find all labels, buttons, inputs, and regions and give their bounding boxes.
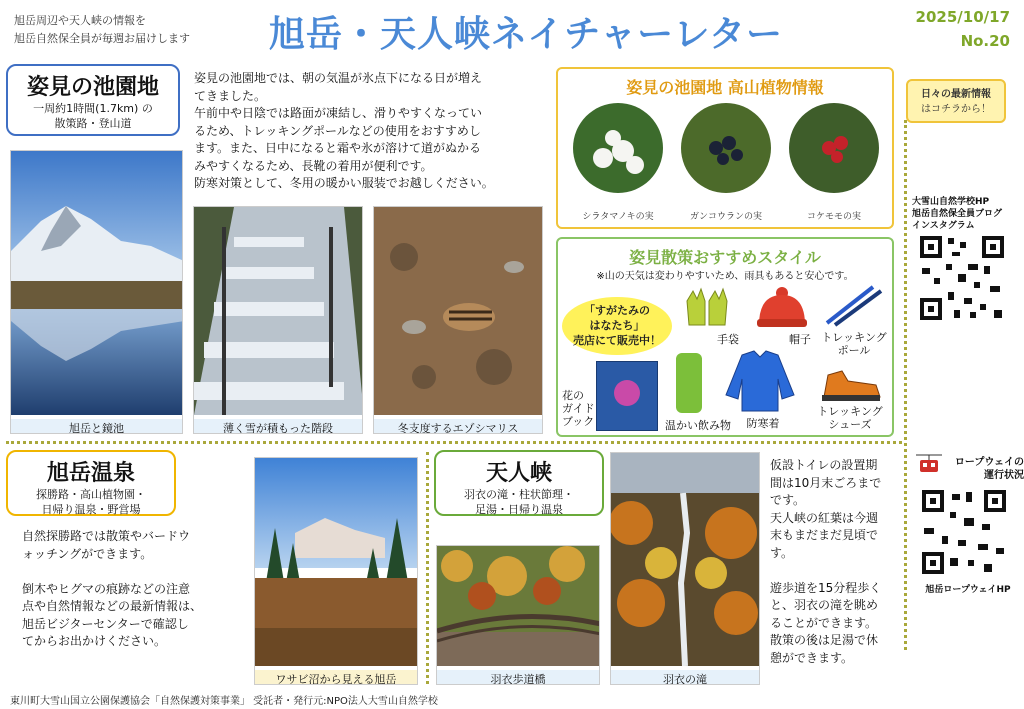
footer-credit: 東川町大雪山国立公園保護協会「自然保護対策事業」 受託者・発行元:NPO法人大雪山自然学校	[10, 696, 438, 707]
hagoromo-falls-image	[611, 453, 760, 666]
gloves-label: 手袋	[717, 333, 739, 346]
walk-style-panel	[556, 237, 894, 437]
shiratamanoki-berry-image	[573, 103, 663, 193]
issue-number: No.20	[960, 32, 1010, 50]
sugami-line: ます。また、日中になると霜や氷が溶けて道がぬかる	[194, 141, 482, 155]
trekking-shoes-label-line: シューズ	[828, 418, 872, 431]
trekking-shoes-label-line: トレッキング	[817, 405, 883, 418]
section-divider	[6, 441, 902, 444]
guide-line: ガイド	[562, 402, 595, 415]
guide-book-icon	[596, 361, 658, 431]
hagoromo-falls-photo	[610, 452, 760, 685]
chipmunk-photo	[373, 206, 543, 434]
jacket-label: 防寒着	[746, 417, 780, 430]
tenninkyo-sub1: 羽衣の滝・柱状節理・	[464, 488, 574, 501]
tenninkyo-line: です。	[770, 493, 806, 507]
plant-caption-kokemomo: コケモモの実	[806, 212, 861, 222]
asahidake-lake-image	[11, 151, 183, 415]
qr-code-ropeway[interactable]	[920, 488, 1008, 576]
ropeway-status-label	[944, 456, 1024, 482]
issue-date: 2025/10/17	[915, 8, 1010, 26]
onsen-sub2: 日帰り温泉・野営場	[41, 503, 141, 516]
alpine-plants-title: 姿見の池園地 高山植物情報	[626, 78, 824, 97]
tenninkyo-line: 間は10月末ごろまで	[770, 475, 882, 490]
tenninkyo-line: 散策の後は足湯で休	[770, 633, 879, 647]
sugami-sub1: 一周約1時間(1.7km) の	[33, 102, 153, 115]
tenninkyo-line: 遊歩道を15分程歩く	[770, 580, 882, 595]
jacket-icon	[724, 349, 796, 413]
latest-info-banner[interactable]	[906, 79, 1006, 123]
tenninkyo-line: と、羽衣の滝を眺め	[770, 598, 879, 612]
trekking-poles-label	[816, 331, 892, 357]
tenninkyo-line: す。	[770, 545, 794, 560]
header-subtitle-line2: 旭岳自然保全員が毎週お届けします	[14, 32, 190, 45]
qr-code-school[interactable]	[918, 234, 1006, 322]
tenninkyo-line: 仮設トイレの設置期	[770, 458, 878, 472]
onsen-line	[22, 563, 244, 581]
tenninkyo-line: 末もまだまだ見頃で	[770, 528, 879, 542]
header-subtitle-line1: 旭岳周辺や天人峡の情報を	[14, 14, 146, 27]
gankouran-berry-image	[681, 103, 771, 193]
onsen-line: 倒木やヒグマの痕跡などの注意	[22, 581, 191, 596]
alpine-plants-panel	[556, 67, 894, 229]
sidebar-links	[912, 196, 1022, 232]
ropeway-icon	[916, 452, 942, 474]
hagoromo-bridge-image	[437, 546, 600, 666]
tenninkyo-line: 憩ができます。	[770, 650, 854, 665]
shop-line: 売店にて販売中！	[573, 334, 661, 347]
page-title: 旭岳・天人峡ネイチャーレター	[268, 14, 784, 55]
snowy-stairs-image	[194, 207, 363, 415]
sugami-line: てきました。	[194, 88, 267, 103]
trekking-poles-label-line: ポール	[837, 344, 871, 357]
sugami-line: みやすくなるため、長靴の着用が便利です。	[194, 158, 433, 173]
caption-hagoromo-bridge: 羽衣歩道橋	[437, 670, 599, 685]
trekking-shoes-icon	[820, 367, 882, 403]
trekking-poles-label-line: トレッキング	[821, 331, 887, 344]
onsen-line: 点や自然情報などの最新情報は、	[22, 599, 203, 613]
latest-info-line2: はコチラから！	[921, 104, 991, 115]
tenninkyo-line: ることができます。	[770, 615, 878, 630]
latest-info-line1: 日々の最新情報	[921, 89, 991, 100]
sugami-line: 午前中や日陰では路面が凍結し、滑りやすくなってい	[194, 106, 483, 120]
plant-caption-gankouran: ガンコウランの実	[689, 212, 762, 222]
sugami-heading-box	[6, 64, 180, 136]
asahidake-lake-photo	[10, 150, 183, 434]
onsen-heading-box	[6, 450, 176, 516]
walk-style-title: 姿見散策おすすめスタイル	[629, 248, 821, 267]
shop-line: 「すがたみの	[584, 304, 650, 317]
drink-label: 温かい飲み物	[665, 419, 731, 432]
chipmunk-image	[374, 207, 543, 415]
kokemomo-berry-image	[789, 103, 879, 193]
link-blog[interactable]: 旭岳自然保全員ブログ	[912, 209, 1003, 219]
tenninkyo-heading-box	[434, 450, 604, 516]
sugami-heading: 姿見の池園地	[26, 75, 159, 100]
sugami-line: 防寒対策として、冬用の暖かい服装でお越しください。	[194, 176, 494, 190]
onsen-heading: 旭岳温泉	[46, 461, 135, 486]
shop-line: はなたち」	[589, 319, 645, 332]
onsen-line: てからお出かけください。	[22, 634, 167, 648]
sidebar-divider	[904, 120, 907, 650]
trekking-shoes-label	[810, 405, 890, 431]
tenninkyo-body	[770, 457, 898, 667]
caption-wasabi-pond: ワサビ沼から見える旭岳	[255, 670, 417, 685]
onsen-body	[22, 528, 244, 651]
walk-style-note: ※山の天気は変わりやすいため、雨具もあると安心です。	[596, 271, 854, 282]
wasabi-pond-image	[255, 458, 418, 666]
caption-chipmunk: 冬支度するエゾシマリス	[374, 419, 542, 434]
hat-icon	[753, 287, 811, 329]
guide-book-label	[562, 389, 600, 428]
guide-line: 花の	[562, 389, 584, 402]
tenninkyo-sub2: 足湯・日帰り温泉	[475, 503, 563, 516]
wasabi-pond-photo	[254, 457, 418, 685]
tenninkyo-line: 天人峡の紅葉は今週	[770, 510, 879, 525]
plant-caption-shiratamanoki: シラタマノキの実	[582, 212, 654, 222]
ropeway-status-line1: ロープウェイの	[954, 457, 1024, 468]
sugami-line: るため、トレッキングポールなどの使用をおすすめし	[194, 123, 481, 138]
trekking-poles-icon	[823, 283, 883, 327]
guide-line: ブック	[562, 415, 595, 428]
onsen-sub1: 探勝路・高山植物園・	[36, 488, 146, 501]
onsen-line: 旭岳ビジターセンターで確認し	[22, 616, 189, 631]
sugami-line: 姿見の池園地では、朝の気温が氷点下になる日が増え	[194, 71, 483, 85]
link-instagram[interactable]: インスタグラム	[912, 221, 975, 231]
tenninkyo-divider	[426, 452, 429, 684]
tenninkyo-heading: 天人峡	[485, 461, 552, 486]
shop-badge	[562, 297, 672, 355]
snowy-stairs-photo	[193, 206, 363, 434]
onsen-line: ォッチングができます。	[22, 546, 153, 561]
caption-hagoromo-falls: 羽衣の滝	[611, 670, 759, 685]
sugami-sub2: 散策路・登山道	[54, 117, 132, 130]
hat-label: 帽子	[789, 333, 811, 346]
caption-asahidake-lake: 旭岳と鏡池	[11, 419, 182, 434]
thermos-icon	[676, 353, 702, 413]
ropeway-hp-link[interactable]: 旭岳ロープウェイHP	[925, 585, 1011, 595]
sugami-body	[194, 70, 550, 193]
link-school-hp[interactable]: 大雪山自然学校HP	[912, 197, 990, 207]
tenninkyo-line	[770, 562, 898, 580]
hagoromo-bridge-photo	[436, 545, 600, 685]
gloves-icon	[683, 287, 731, 327]
caption-snowy-stairs: 薄く雪が積もった階段	[194, 419, 362, 434]
onsen-line: 自然探勝路では散策やバードウ	[22, 529, 191, 543]
ropeway-status-line2: 運行状況	[984, 470, 1024, 481]
